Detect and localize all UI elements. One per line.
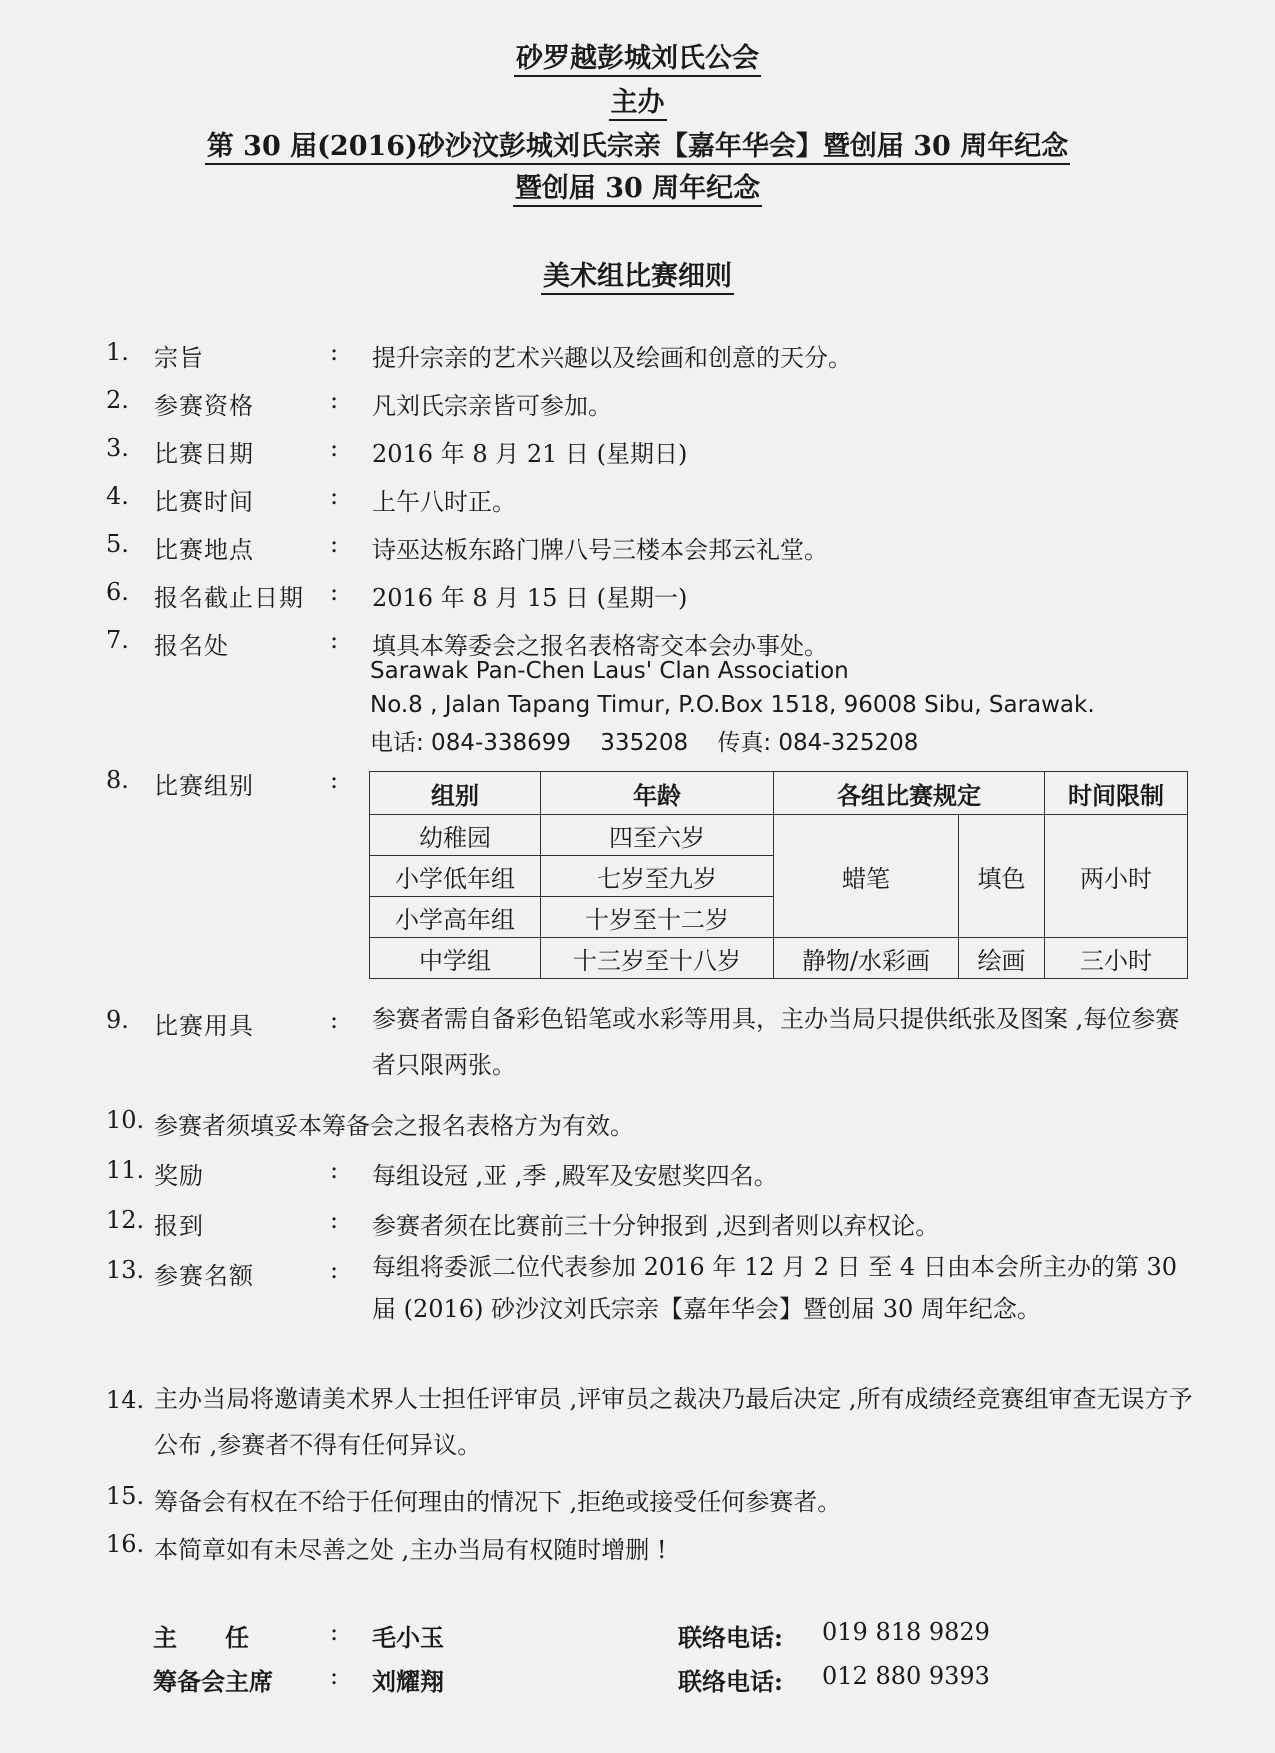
table-row [370,938,1188,979]
contact-line: 电话: 084-338699 335208 传真: 084-325208 [370,730,919,756]
table-header: 各组比赛规定 [774,772,1045,815]
category-table [369,771,1188,979]
table-cell: 三小时 [1045,938,1188,979]
table-cell: 小学低年组 [370,856,541,897]
phone-number: 019 818 9829 [822,1618,990,1646]
table-cell: 蜡笔 [774,815,959,938]
event-subtitle: 暨创届 30 周年纪念 [0,166,1275,205]
rules-title: 美术组比赛细则 [0,254,1275,293]
table-cell: 中学组 [370,938,541,979]
phone-label: 联络电话: [678,1623,783,1652]
table-cell: 填色 [959,815,1045,938]
role-label: 主 任 [153,1623,249,1652]
table-cell: 十三岁至十八岁 [541,938,774,979]
table-cell: 四至六岁 [541,815,774,856]
role-label: 筹备会主席 [153,1667,273,1696]
table-header: 组别 [370,772,541,815]
contact-name: 毛小玉 [372,1623,444,1652]
table-cell: 两小时 [1045,815,1188,938]
table-cell: 七岁至九岁 [541,856,774,897]
table-cell: 幼稚园 [370,815,541,856]
event-title: 第 30 届(2016)砂沙汶彭城刘氏宗亲【嘉年华会】暨创届 30 周年纪念 [0,124,1275,163]
address-line: Sarawak Pan-Chen Laus' Clan Association [370,658,849,684]
table-cell: 静物/水彩画 [774,938,959,979]
table-header: 时间限制 [1045,772,1188,815]
table-cell: 小学高年组 [370,897,541,938]
contact-name: 刘耀翔 [372,1667,444,1696]
organizer-label: 主办 [0,80,1275,119]
table-cell: 十岁至十二岁 [541,897,774,938]
phone-number: 012 880 9393 [822,1662,990,1690]
document-page: 砂罗越彭城刘氏公会 主办 第 30 届(2016)砂沙汶彭城刘氏宗亲【嘉年华会】暨创届 30 周年纪念 暨创届 30 周年纪念 美术组比赛细则 1. 宗旨 : 提升宗亲的艺术兴趣以及绘画和创意的天分。 2. 参赛资格 : 凡刘氏宗亲皆可参加。 3. 比赛日期 : 2016 年 8 月 21 日 (星期日) 4. 比赛时间 : 上午八时正。 5. 比赛地点 : 诗巫达板东路门牌八号三楼本会邦云礼堂。 6. 报名截止日期 : 2016 年 8 月 15 日 (星期一) 7. 报名处 : 填具本筹委会之报名表格寄交本会办事处。 Sarawak Pan-Chen Laus' Clan Association No.8 , Jalan Tapang Timur, P.O.Box 1518, 96008 Sibu, Sarawak. 电话: 084-338699 335208 传真: 084-325208 8. 比赛组别 : 组别 年龄 各组比赛规定 时间限制 幼稚园 四至六岁 蜡笔 填色 两小时 小学低年组 七岁至九岁 小学高年组 十岁至十二岁 中学组 十三岁至十八岁 静物/水彩画 绘画 三小时 9. 比赛用具 : 参赛者需自备彩色铅笔或水彩等用具，主办当局只提供纸张及图案 ,每位参赛者只限两张。 10. 参赛者须填妥本筹备会之报名表格方为有效。 11. 奖励 : 每组设冠 ,亚 ,季 ,殿军及安慰奖四名。 12. 报到 : 参赛者须在比赛前三十分钟报到 ,迟到者则以弃权论。 13. 参赛名额 : 每组将委派二位代表参加 2016 年 12 月 2 日 至 4 日由本会所主办的第 30 届 (2016) 砂沙汶刘氏宗亲【嘉年华会】暨创届 30 周年纪念。 14. 主办当局将邀请美术界人士担任评审员 ,评审员之裁决乃最后决定 ,所有成绩经竞赛组审查无误方予公布 ,参赛者不得有任何异议。 15. 筹备会有权在不给于任何理由的情况下 ,拒绝或接受任何参赛者。 16. 本简章如有未尽善之处 ,主办当局有权随时增删 ! 主 任 : 毛小玉 联络电话: 019 818 9829 筹备会主席 : 刘耀翔 联络电话: 012 880 9393 [0,0,1275,1753]
table-cell: 绘画 [959,938,1045,979]
address-line: No.8 , Jalan Tapang Timur, P.O.Box 1518, 96008 Sibu, Sarawak. [370,692,1095,718]
colon: : [330,1662,339,1690]
table-row [370,815,1188,856]
table-header: 年龄 [541,772,774,815]
colon: : [330,1618,339,1646]
phone-label: 联络电话: [678,1667,783,1696]
org-name: 砂罗越彭城刘氏公会 [0,36,1275,75]
